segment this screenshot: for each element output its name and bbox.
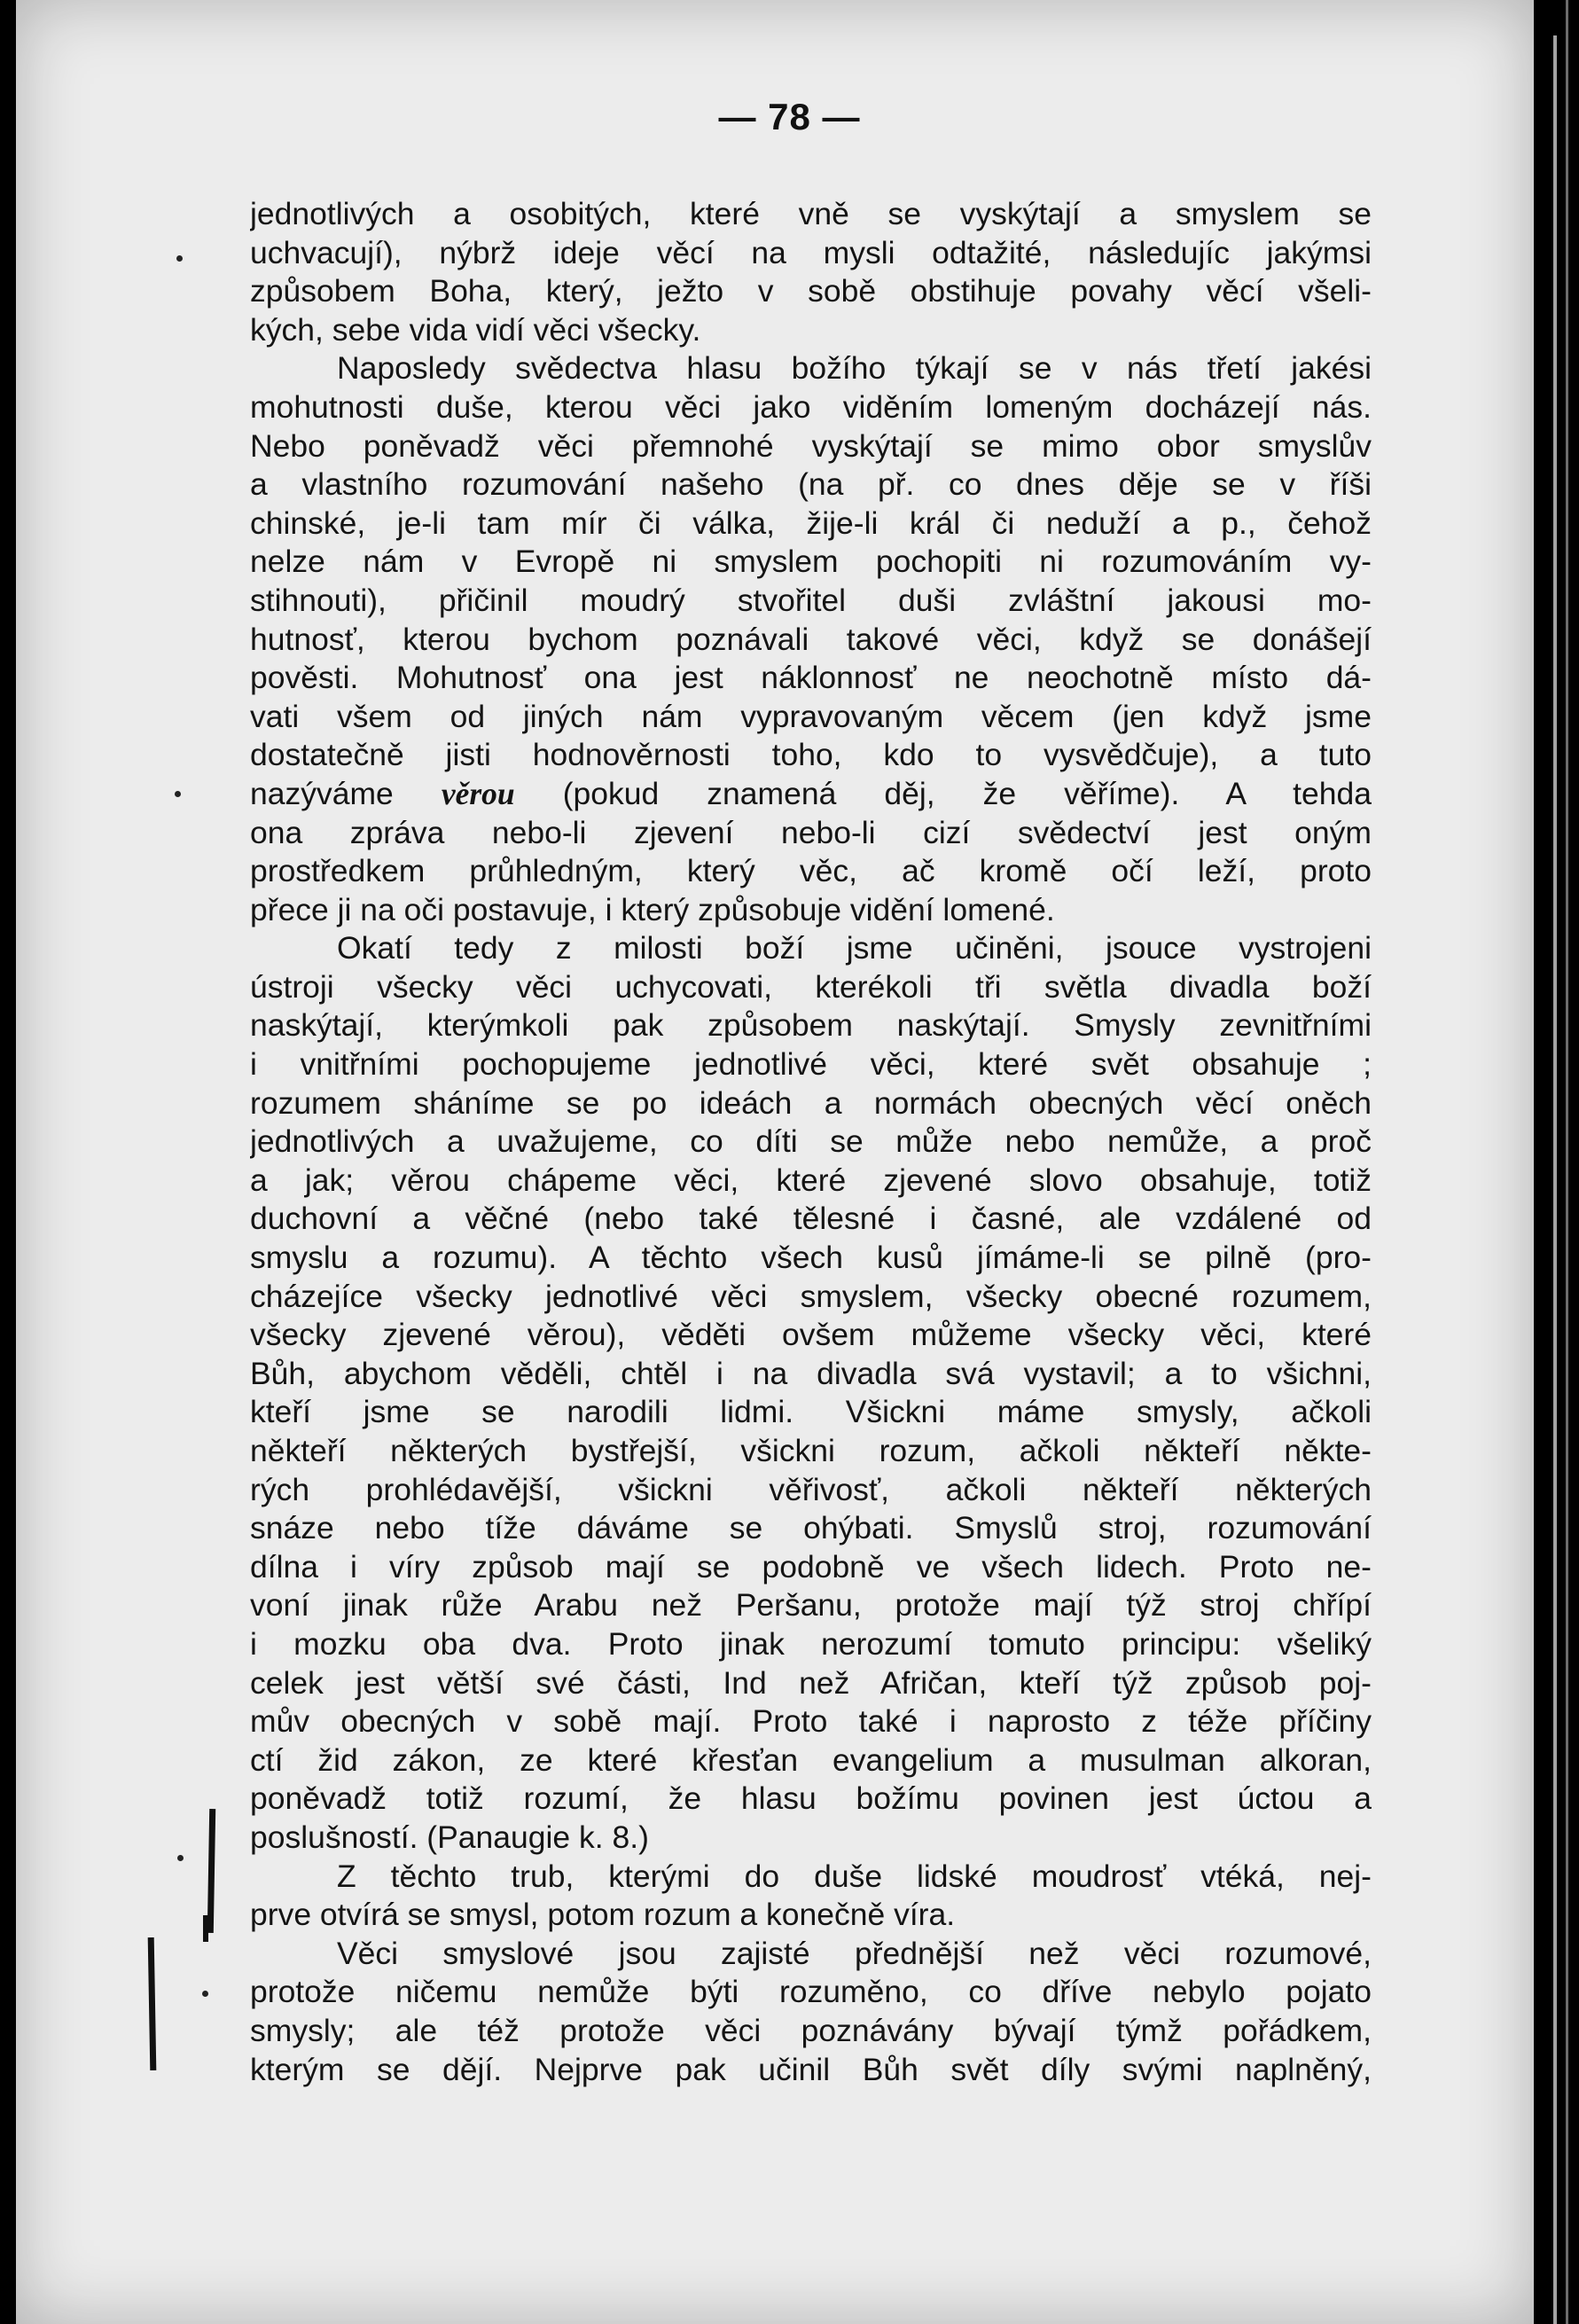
text-line: i mozku oba dva. Proto jinak nerozumí tomuto principu: všeliký: [250, 1625, 1372, 1662]
text-line: přece ji na oči postavuje, i který způsobuje vidění lomené.: [250, 891, 1055, 927]
margin-dot: [176, 255, 183, 262]
text-line: Bůh, abychom věděli, chtěl i na divadla svá vystavil; a to všichni,: [250, 1355, 1372, 1391]
text-line: nazýváme věrou (pokud znamená děj, že věříme). A tehda: [250, 775, 1372, 811]
text-line: celek jest větší své části, Ind než Afričan, kteří týž způsob poj-: [250, 1664, 1372, 1701]
text-line: jednotlivých a uvažujeme, co díti se může nebo nemůže, a proč: [250, 1123, 1372, 1160]
text-line: i vnitřními pochopujeme jednotlivé věci, které svět obsahuje ;: [250, 1046, 1372, 1083]
text-line: vati všem od jiných nám vypravovaným věcem (jen když jsme: [250, 698, 1372, 734]
text-line: snáze nebo tíže dáváme se ohýbati. Smyslů stroj, rozumování: [250, 1510, 1372, 1546]
text-line: dílna i víry způsob mají se podobně ve všech lidech. Proto ne-: [250, 1548, 1372, 1585]
text-line: Okatí tedy z milosti boží jsme učiněni, jsouce vystrojeni: [337, 930, 1372, 966]
text-line: uchvacují), nýbrž ideje věcí na mysli odtažité, následujíc jakýmsi: [250, 234, 1372, 270]
text-line: prostředkem průhledným, který věc, ač kromě očí leží, proto: [250, 853, 1372, 889]
text-line: dostatečně jisti hodnověrnosti toho, kdo to vysvědčuje), a tuto: [250, 737, 1372, 773]
text-line: naskýtají, kterýmkoli pak způsobem naskýtají. Smysly zevnitřními: [250, 1007, 1372, 1044]
page-edge: [1553, 35, 1557, 2324]
text-line: prve otvírá se smysl, potom rozum a konečně víra.: [250, 1897, 956, 1933]
text-line: jednotlivých a osobitých, které vně se vyskýtají a smyslem se: [250, 196, 1372, 231]
text-line: a jak; věrou chápeme věci, které zjevené slovo obsahuje, totiž: [250, 1162, 1372, 1198]
text-line: pověsti. Mohutnosť ona jest náklonnosť ne neochotně místo dá-: [250, 660, 1372, 696]
text-line: Naposledy svědectva hlasu božího týkají se v nás třetí jakési: [337, 350, 1372, 387]
text-line: protože ničemu nemůže býti rozuměno, co dříve nebylo pojato: [250, 1974, 1372, 2010]
text-line: rých prohlédavější, všickni věřivosť, ačkoli někteří některých: [250, 1471, 1372, 1507]
text-line: chinské, je-li tam mír či válka, žije-li král či neduží a p., čehož: [250, 505, 1372, 541]
text-line: stihnouti), přičinil moudrý stvořitel duši zvláštní jakousi mo-: [250, 582, 1372, 618]
text-line: cházejíce všecky jednotlivé věci smyslem, všecky obecné rozumem,: [250, 1278, 1372, 1314]
text-line: smyslu a rozumu). A těchto všech kusů jímáme-li se pilně (pro-: [250, 1240, 1372, 1276]
page-edge-outer: [1566, 0, 1568, 2324]
text-line: rozumem sháníme se po ideách a normách obecných věcí oněch: [250, 1084, 1372, 1121]
text-line: všecky zjevené věrou), věděti ovšem můžeme všecky věci, které: [250, 1317, 1372, 1353]
text-line: kteří jsme se narodili lidmi. Všickni máme smysly, ačkoli: [250, 1394, 1372, 1430]
text-line: způsobem Boha, který, ježto v sobě obstihuje povahy věcí všeli-: [250, 273, 1372, 309]
text-line: poněvadž totiž rozumí, že hlasu božímu povinen jest úctou a: [250, 1780, 1372, 1817]
text-line: hutnosť, kterou bychom poznávali takové věci, když se donášejí: [250, 621, 1372, 657]
text-line: ctí žid zákon, ze které křesťan evangelium a musulman alkoran,: [250, 1741, 1372, 1778]
text-line: duchovní a věčné (nebo také tělesné i časné, ale vzdálené od: [250, 1201, 1372, 1237]
text-line: voní jinak růže Arabu než Peršanu, protože mají týž stroj chřípí: [250, 1587, 1372, 1624]
text-line: kterým se dějí. Nejprve pak učinil Bůh svět díly svými naplněný,: [250, 2051, 1372, 2087]
text-line: ústroji všecky věci uchycovati, kterékoli tři světla divadla boží: [250, 968, 1372, 1005]
text-line: poslušností. (Panaugie k. 8.): [250, 1819, 649, 1855]
text-line: mův obecných v sobě mají. Proto také i naprosto z téže příčiny: [250, 1703, 1372, 1740]
text-line: Věci smyslové jsou zajisté přednější než věci rozumové,: [337, 1935, 1372, 1971]
margin-dot: [202, 1991, 208, 1997]
text-line: nelze nám v Evropě ni smyslem pochopiti ni rozumováním vy-: [250, 544, 1372, 580]
margin-mark: [203, 1915, 208, 1942]
text-line: kých, sebe vida vidí věci všecky.: [250, 311, 701, 348]
margin-dot: [177, 1855, 184, 1861]
text-line: a vlastního rozumování našeho (na př. co dnes děje se v říši: [250, 466, 1372, 503]
text-line: někteří některých bystřejší, všickni rozum, ačkoli někteří někte-: [250, 1433, 1372, 1468]
text-line: smysly; ale též protože věci poznávány bývají týmž pořádkem,: [250, 2012, 1372, 2048]
text-line: mohutnosti duše, kterou věci jako viděním lomeným docházejí nás.: [250, 388, 1372, 425]
text-line: Nebo poněvadž věci přemnohé vyskýtají se mimo obor smyslův: [250, 427, 1372, 464]
text-line: ona zpráva nebo-li zjevení nebo-li cizí svědectví jest oným: [250, 814, 1372, 850]
body-text: [250, 195, 1372, 2089]
page-number: — 78 —: [718, 96, 861, 137]
text-line: Z těchto trub, kterými do duše lidské moudrosť vtéká, nej-: [337, 1858, 1372, 1894]
margin-dot: [175, 791, 181, 797]
